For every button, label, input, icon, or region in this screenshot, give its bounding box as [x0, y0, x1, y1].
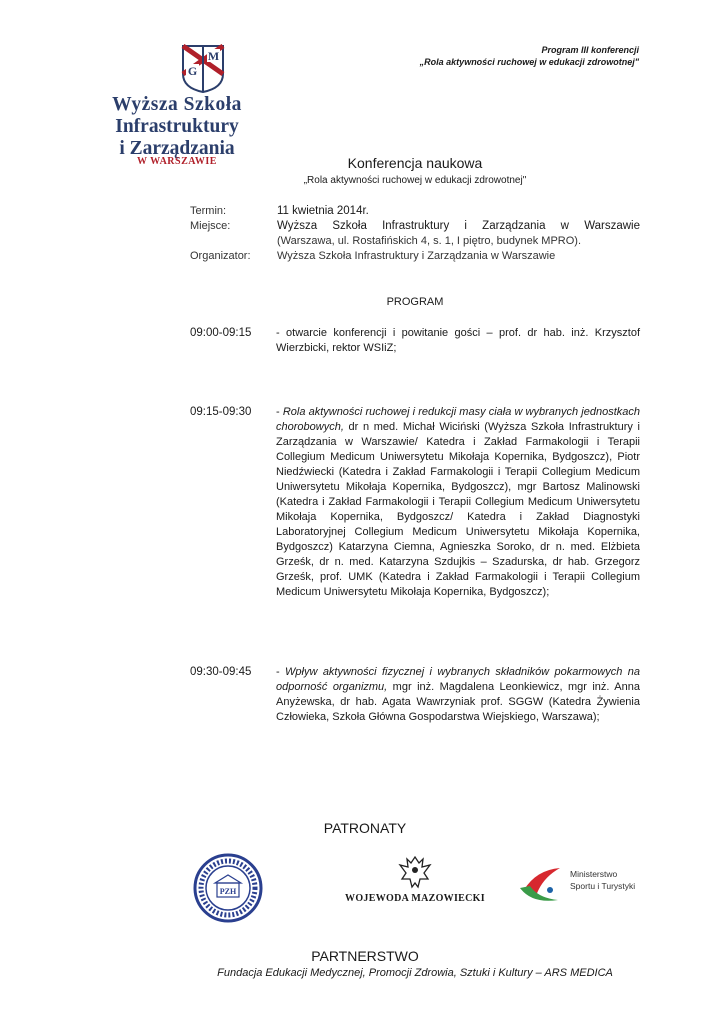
- slot-description: - otwarcie konferencji i powitanie gości – prof. dr hab. inż. Krzysztof Wierzbicki, rektor WSIiZ;: [276, 327, 640, 354]
- place-address: (Warszawa, ul. Rostafińskich 4, s. 1, I piętro, budynek MPRO).: [277, 235, 582, 247]
- partnerstwo-heading: PARTNERSTWO: [311, 948, 419, 964]
- program-slot: [190, 326, 640, 356]
- term-row: [190, 204, 640, 219]
- pzh-seal-icon: [193, 853, 263, 923]
- school-line-3: i Zarządzania: [119, 138, 235, 159]
- slot-title: Wpływ aktywności fizycznej i wybranych składników pokarmowych na odporność organizmu,: [276, 666, 640, 693]
- partnerstwo-text: Fundacja Edukacji Medycznej, Promocji Zdrowia, Sztuki i Kultury – ARS MEDICA: [217, 967, 613, 979]
- school-line-1: Wyższa Szkoła: [112, 94, 242, 115]
- slot-time: 09:30-09:45: [190, 666, 252, 678]
- wojewoda-label: WOJEWODA MAZOWIECKI: [345, 893, 485, 904]
- organizer-value: Wyższa Szkoła Infrastruktury i Zarządzania w Warszawie: [277, 250, 556, 262]
- ministry-label-line1: Ministerstwo: [570, 869, 618, 879]
- info-block: [190, 204, 640, 264]
- program-heading: PROGRAM: [386, 296, 444, 308]
- slot-time: 09:00-09:15: [190, 327, 252, 339]
- organizer-label: Organizator:: [190, 250, 251, 262]
- place-row: [190, 219, 640, 234]
- place-value: Wyższa Szkoła Infrastruktury i Zarządzania w Warszawie: [277, 220, 640, 232]
- school-logo-text: [62, 94, 292, 160]
- program-slot: [190, 405, 640, 600]
- slot-description: [276, 665, 640, 725]
- place-address-row: [190, 234, 640, 249]
- term-value: 11 kwietnia 2014r.: [277, 205, 369, 217]
- slot-prefix: -: [276, 406, 283, 418]
- slot-title: Rola aktywności ruchowej i redukcji masy ciała w wybranych jednostkach chorobowych,: [276, 406, 640, 433]
- school-line-4: W WARSZAWIE: [137, 156, 217, 167]
- slot-description: [276, 405, 640, 600]
- term-label: Termin:: [190, 205, 227, 217]
- pzh-seal-label: PZH: [219, 887, 237, 896]
- ministry-label: [570, 868, 635, 892]
- svg-text:M: M: [207, 49, 220, 63]
- program-header-line1: Program III konferencji: [541, 45, 639, 55]
- ministry-label-line2: Sportu i Turystyki: [570, 881, 636, 891]
- program-header-line2: „Rola aktywności ruchowej w edukacji zdrowotnej": [419, 57, 639, 67]
- school-line-2: Infrastruktury: [115, 116, 239, 137]
- ministry-swoosh-icon: [516, 860, 566, 910]
- conference-title: Konferencja naukowa: [347, 155, 483, 171]
- slot-time: 09:15-09:30: [190, 406, 252, 418]
- crest-mg-icon: [181, 44, 225, 94]
- place-label: Miejsce:: [190, 220, 231, 232]
- slot-prefix: -: [276, 666, 286, 678]
- patronaty-heading: PATRONATY: [323, 820, 407, 836]
- organizer-row: [190, 249, 640, 264]
- conference-subtitle: „Rola aktywności ruchowej w edukacji zdrowotnej": [303, 175, 527, 186]
- svg-text:G: G: [187, 64, 198, 78]
- slot-speakers: mgr inż. Magdalena Leonkiewicz, mgr inż. Anna Anyżewska, dr hab. Agata Wawrzyniak prof. SGGW (Katedra Żywienia Człowieka, Szkoła Główna Gospodarstwa Wiejskiego, Warszawa);: [276, 681, 640, 723]
- program-header: [420, 44, 639, 68]
- program-slot: [190, 665, 640, 725]
- slot-speakers: dr n med. Michał Wiciński (Wyższa Szkoła Infrastruktury i Zarządzania w Warszawie/ Katedra i Zakład Farmakologii i Terapii Collegium Medicum Uniwersytetu Mikołaja Kopernika, Bydgoszcz), Piotr Niedźwiecki (Katedra i Zakład Farmakologii i Terapii Collegium Medicum Uniwersytetu Mikołaja Kopernika, Bydgoszcz), mgr Bartosz Malinowski (Katedra i Zakład Farmakologii i Terapii Collegium Medicum Uniwersytetu Mikołaja Kopernika, Bydgoszcz/ Katedra i Zakład Diagnostyki Laboratoryjnej Collegium Medicum Uniwersytetu Mikołaja Kopernika, Bydgoszcz) Katarzyna Ciemna, Agnieszka Soroko, dr n. med. Elżbieta Grześk, dr n. med. Katarzyna Szdujkis – Szadurska, dr hab. Grzegorz Grześk, prof. UMK (Katedra i Zakład Farmakologii i Terapii Collegium Medicum Uniwersytetu Mikołaja Kopernika, Bydgoszcz);: [276, 421, 640, 598]
